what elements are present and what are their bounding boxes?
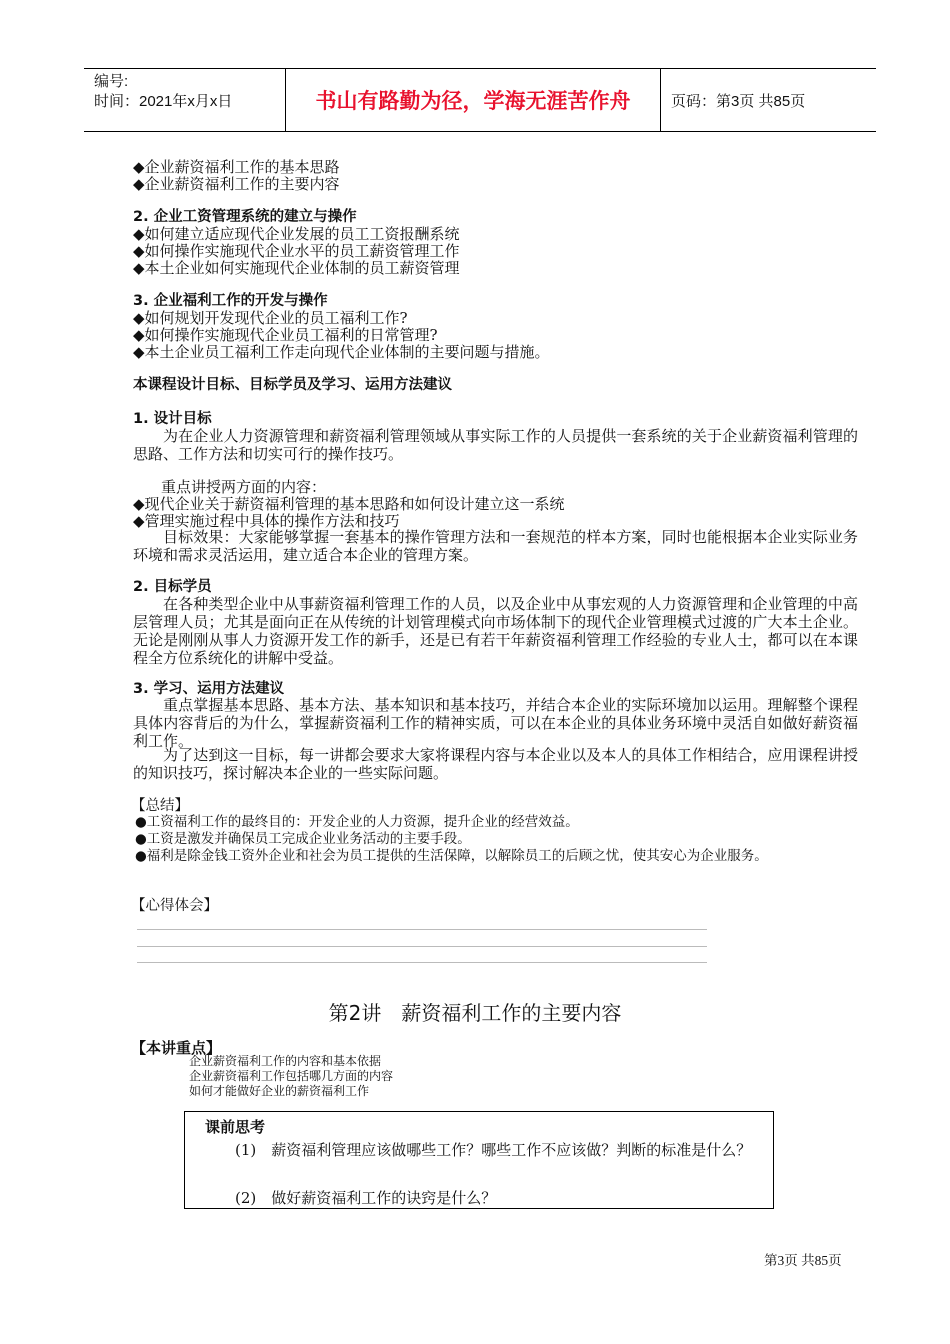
- method-text-1: 重点掌握基本思路、基本方法、基本知识和基本技巧，并结合本企业的实际环境加以运用。理解整个课程具体内容背后的为什么，掌握薪资福利工作的精神实质，可以在本企业的具体业务环境中灵活自如做好薪资福利工作。: [133, 696, 858, 750]
- header-meta: [84, 69, 286, 131]
- summary-title: 【总结】: [131, 798, 189, 814]
- reflection-title: 【心得体会】: [131, 898, 218, 914]
- page-footer: 第3页 共85页: [764, 1253, 842, 1268]
- pre-class-thinking-title: 课前思考: [205, 1118, 266, 1136]
- intro-item: ◆企业薪资福利工作的基本思路: [133, 158, 340, 176]
- audience-title: 2. 目标学员: [133, 579, 212, 595]
- method-text-2: 为了达到这一目标，每一讲都会要求大家将课程内容与本企业以及本人的具体工作相结合，应用课程讲授的知识技巧，探讨解决本企业的一些实际问题。: [133, 746, 858, 782]
- section3-item: ◆如何操作实施现代企业员工福利的日常管理?: [133, 326, 438, 344]
- section2-item: ◆如何操作实施现代企业水平的员工薪资管理工作: [133, 242, 460, 260]
- page-header: [84, 68, 876, 132]
- date-label: 时间：2021年x月x日: [94, 93, 233, 110]
- pre-class-thinking-box: [184, 1111, 774, 1209]
- key-point: 企业薪资福利工作包括哪几方面的内容: [189, 1069, 394, 1083]
- goal-text: 为在企业人力资源管理和薪资福利管理领域从事实际工作的人员提供一套系统的关于企业薪资福利管理的思路、工作方法和切实可行的操作技巧。: [133, 427, 858, 463]
- section2-title: 2. 企业工资管理系统的建立与操作: [133, 209, 357, 225]
- section2-item: ◆如何建立适应现代企业发展的员工工资报酬系统: [133, 225, 460, 243]
- note-line: [137, 962, 707, 963]
- focus-item: ◆现代企业关于薪资福利管理的基本思路和如何设计建立这一系统: [133, 495, 565, 513]
- section3-title: 3. 企业福利工作的开发与操作: [133, 293, 328, 309]
- effect-text: 目标效果：大家能够掌握一套基本的操作管理方法和一套规范的样本方案，同时也能根据本企业实际业务环境和需求灵活运用，建立适合本企业的管理方案。: [133, 528, 858, 564]
- section2-item: ◆本土企业如何实施现代企业体制的员工薪资管理: [133, 259, 460, 277]
- key-point: 如何才能做好企业的薪资福利工作: [189, 1084, 370, 1098]
- key-point: 企业薪资福利工作的内容和基本依据: [189, 1054, 382, 1068]
- focus-item: ◆管理实施过程中具体的操作方法和技巧: [133, 512, 400, 530]
- section3-item: ◆本土企业员工福利工作走向现代企业体制的主要问题与措施。: [133, 343, 550, 361]
- header-motto: 书山有路勤为径，学海无涯苦作舟: [286, 69, 661, 131]
- thinking-question: (1) 薪资福利管理应该做哪些工作？哪些工作不应该做？判断的标准是什么？: [235, 1141, 752, 1159]
- thinking-question: (2) 做好薪资福利工作的诀窍是什么？: [235, 1189, 497, 1207]
- summary-item: ●工资是激发并确保员工完成企业业务活动的主要手段。: [135, 831, 471, 847]
- lecture-title: 第2讲 薪资福利工作的主要内容: [328, 1001, 622, 1025]
- summary-item: ●工资福利工作的最终目的：开发企业的人力资源，提升企业的经营效益。: [135, 814, 579, 830]
- note-line: [137, 929, 707, 930]
- header-page-label: 页码：第3页 共85页: [671, 92, 806, 110]
- key-points-title: 【本讲重点】: [131, 1039, 222, 1057]
- section3-item: ◆如何规划开发现代企业的员工福利工作?: [133, 309, 408, 327]
- number-label: 编号:: [94, 73, 129, 90]
- course-design-title: 本课程设计目标、目标学员及学习、运用方法建议: [133, 377, 452, 393]
- intro-item: ◆企业薪资福利工作的主要内容: [133, 175, 340, 193]
- audience-text: 在各种类型企业中从事薪资福利管理工作的人员，以及企业中从事宏观的人力资源管理和企业管理的中高层管理人员；尤其是面向正在从传统的计划管理模式向市场体制下的现代企业管理模式过渡的广大本土企业。无论是刚刚从事人力资源开发工作的新手，还是已有若干年薪资福利管理工作经验的专业人士，都可以在本课程全方位系统化的讲解中受益。: [133, 595, 858, 667]
- focus-intro: 重点讲授两方面的内容：: [161, 478, 327, 496]
- goal-title: 1. 设计目标: [133, 411, 212, 427]
- summary-item: ●福利是除金钱工资外企业和社会为员工提供的生活保障，以解除员工的后顾之忧，使其安心为企业服务。: [135, 848, 768, 864]
- note-line: [137, 946, 707, 947]
- method-title: 3. 学习、运用方法建议: [133, 681, 285, 697]
